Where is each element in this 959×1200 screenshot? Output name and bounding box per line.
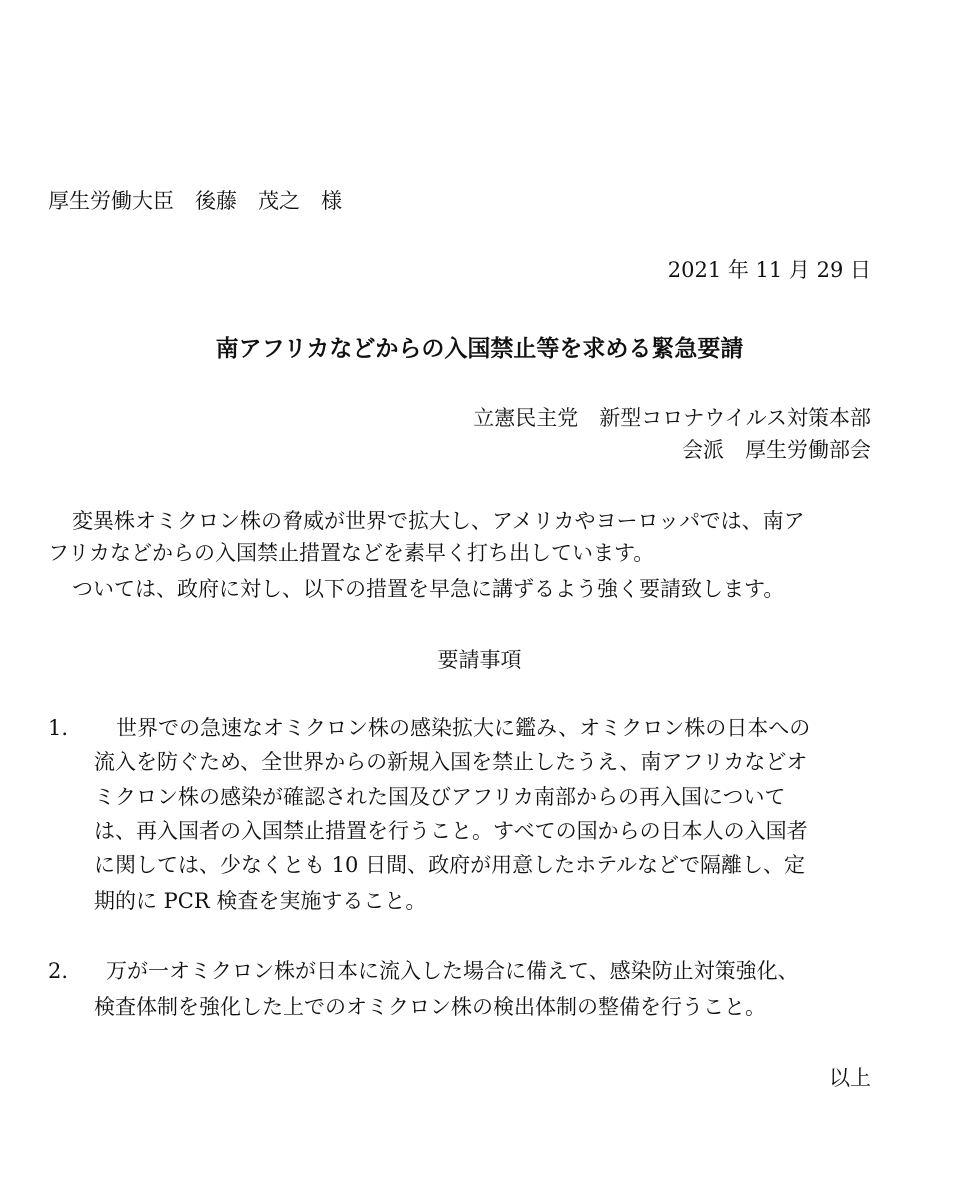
letter-title: 南アフリカなどからの入国禁止等を求める緊急要請 bbox=[215, 336, 744, 362]
item-1-line: ミクロン株の感染が確認された国及びアフリカ南部からの再入国について bbox=[94, 785, 786, 809]
item-2-line: 検査体制を強化した上でのオミクロン株の検出体制の整備を行うこと。 bbox=[94, 995, 766, 1019]
section-heading: 要請事項 bbox=[437, 648, 522, 672]
item-1-line: 世界での急速なオミクロン株の感染拡大に鑑み、オミクロン株の日本への bbox=[116, 716, 811, 740]
item-2-line: 万が一オミクロン株が日本に流入した場合に備えて、感染防止対策強化、 bbox=[106, 959, 799, 983]
item-number: 1. bbox=[48, 716, 69, 740]
closing: 以上 bbox=[829, 1066, 871, 1090]
item-1-line: 流入を防ぐため、全世界からの新規入国を禁止したうえ、南アフリカなどオ bbox=[94, 750, 808, 774]
item-1-line: は、再入国者の入国禁止措置を行うこと。すべての国からの日本人の入国者 bbox=[94, 819, 808, 843]
letter-date: 2021 年 11 月 29 日 bbox=[667, 258, 871, 282]
addressee: 厚生労働大臣 後藤 茂之 様 bbox=[48, 189, 342, 213]
body-paragraph-line: 変異株オミクロン株の脅威が世界で拡大し、アメリカやヨーロッパでは、南ア bbox=[72, 509, 805, 533]
sender-department: 会派 厚生労働部会 bbox=[682, 438, 871, 462]
sender-organization: 立憲民主党 新型コロナウイルス対策本部 bbox=[473, 406, 871, 430]
body-paragraph-line: ついては、政府に対し、以下の措置を早急に講ずるよう強く要請致します。 bbox=[72, 577, 785, 601]
body-paragraph-line: フリカなどからの入国禁止措置などを素早く打ち出しています。 bbox=[48, 541, 655, 565]
item-number: 2. bbox=[48, 959, 69, 983]
item-1-line: 期的に PCR 検査を実施すること。 bbox=[94, 889, 427, 913]
item-1-line: に関しては、少なくとも 10 日間、政府が用意したホテルなどで隔離し、定 bbox=[94, 853, 806, 877]
